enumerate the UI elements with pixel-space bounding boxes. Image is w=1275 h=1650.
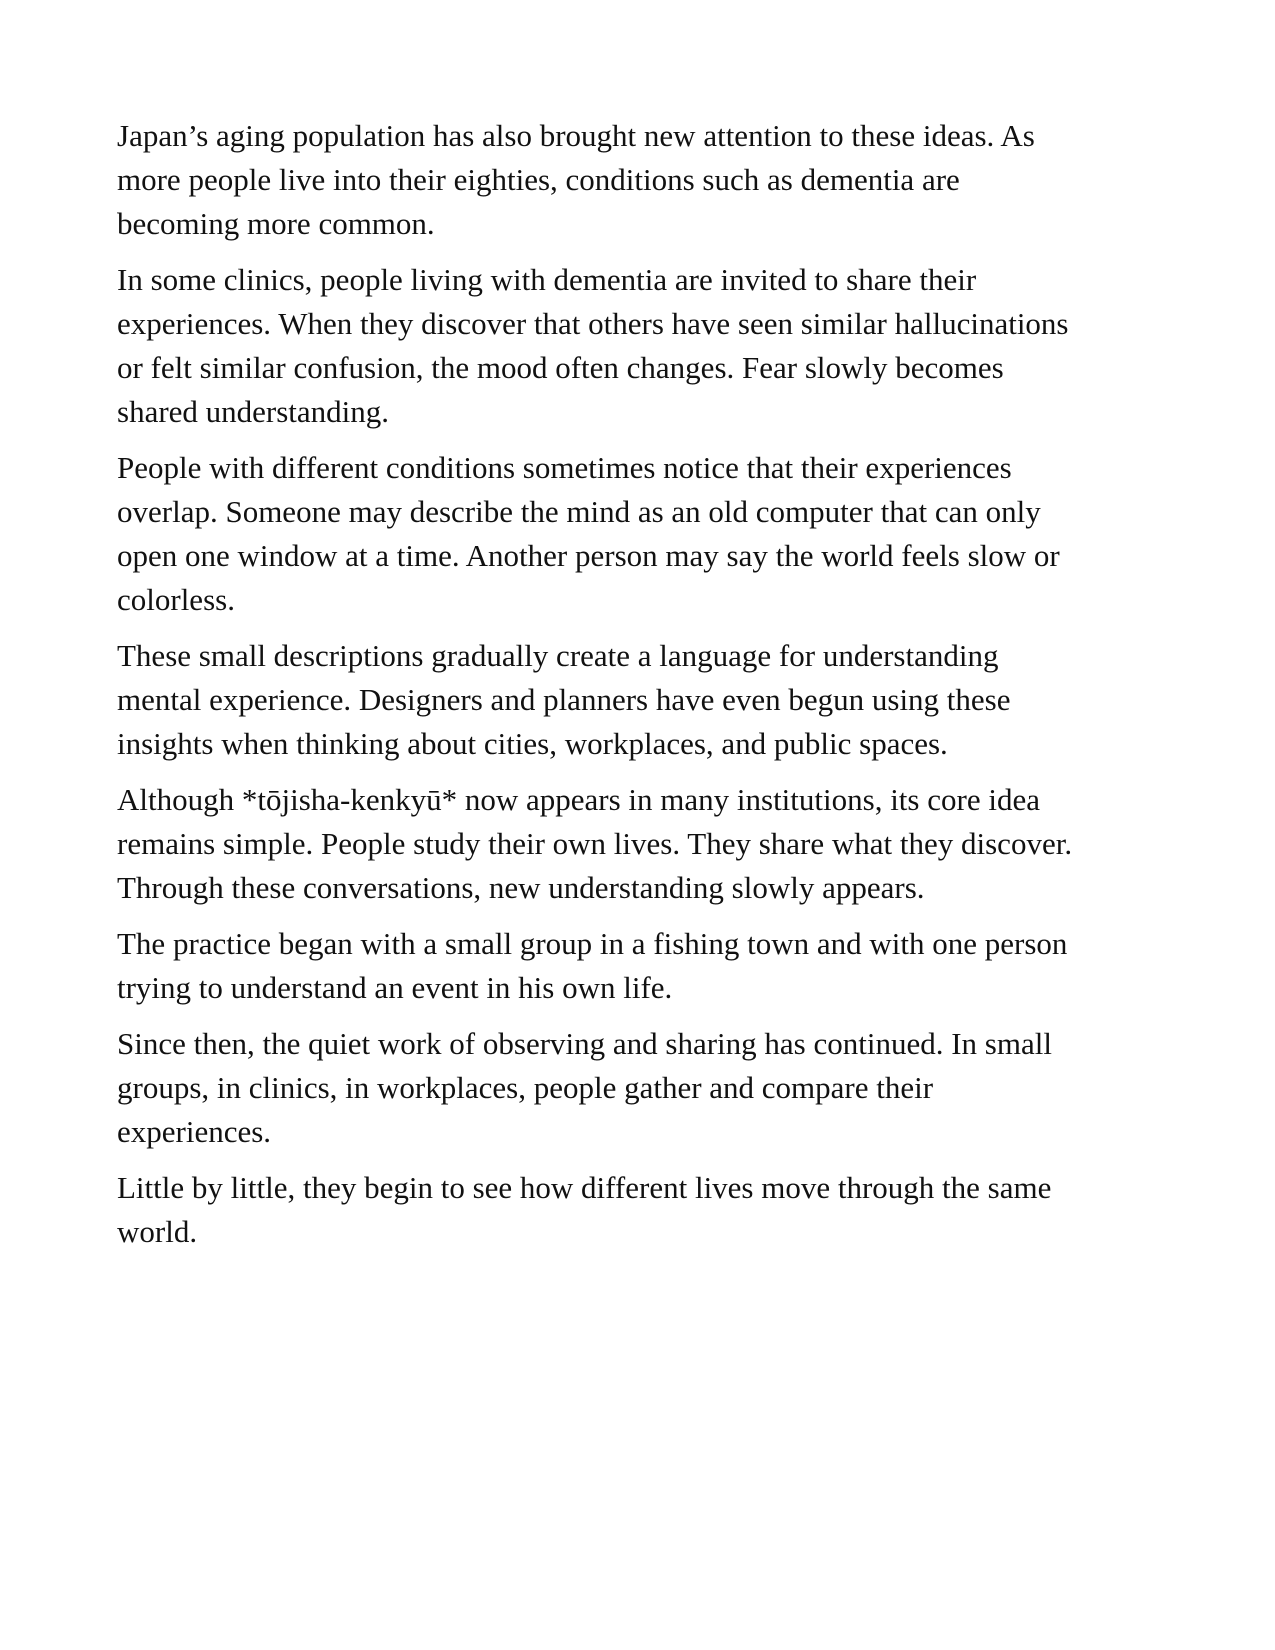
- body-text: [117, 114, 1157, 1266]
- paragraph-language-of-experience: These small descriptions gradually create a language for understanding mental experience. Designers and planners have even begun using these insights when thinking about cities, workplaces, and public spaces.: [117, 638, 1011, 761]
- paragraph-continued-work: Since then, the quiet work of observing and sharing has continued. In small groups, in clinics, in workplaces, people gather and compare their experiences.: [117, 1026, 1052, 1149]
- paragraph-practice-origin: The practice began with a small group in a fishing town and with one person trying to understand an event in his own life.: [117, 926, 1068, 1005]
- paragraph-aging-population: Japan’s aging population has also brought new attention to these ideas. As more people live into their eighties, conditions such as dementia are becoming more common.: [117, 118, 1035, 241]
- paragraph-clinics-dementia: In some clinics, people living with dementia are invited to share their experiences. When they discover that others have seen similar hallucinations or felt similar confusion, the mood often changes. Fear slowly becomes shared understanding.: [117, 262, 1069, 429]
- paragraph-overlapping-experiences: People with different conditions sometimes notice that their experiences overlap. Someone may describe the mind as an old computer that can only open one window at a time. Another person may say the world feels slow or colorless.: [117, 450, 1060, 617]
- paragraph-core-idea: Although *tōjisha-kenkyū* now appears in many institutions, its core idea remains simple. People study their own lives. They share what they discover. Through these conversations, new understanding slowly appears.: [117, 782, 1073, 905]
- paragraph-closing: Little by little, they begin to see how different lives move through the same world.: [117, 1170, 1052, 1249]
